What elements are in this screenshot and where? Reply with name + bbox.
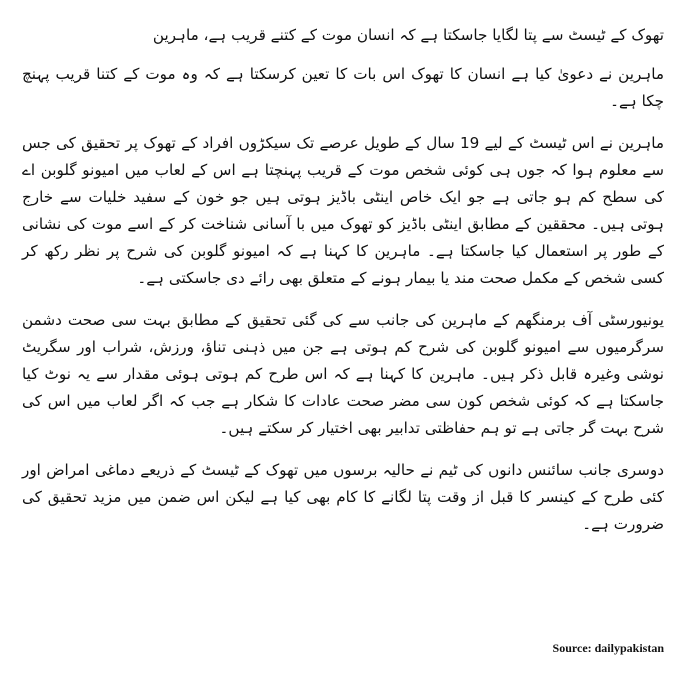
- article-paragraph-1: ماہرین نے دعویٰ کیا ہے انسان کا تھوک اس بات کا تعین کرسکتا ہے کہ وہ موت کے کتنا قریب پہنچ چکا ہے۔: [22, 65, 664, 110]
- source-credit: Source: dailypakistan: [552, 641, 664, 655]
- article-headline: تھوک کے ٹیسٹ سے پتا لگایا جاسکتا ہے کہ انسان موت کے کتنے قریب ہے، ماہرین: [152, 26, 664, 44]
- article-body: [22, 22, 664, 538]
- article-paragraph-2: ماہرین نے اس ٹیسٹ کے لیے 19 سال کے طویل عرصے تک سیکڑوں افراد کے تھوک پر تحقیق کی جس سے معلوم ہوا کہ جوں ہی کوئی شخص موت کے قریب پہنچتا ہے اس کے لعاب میں امیونو گلوبن اے کی سطح کم ہو جاتی ہے جو ایک خاص اینٹی باڈیز ہوتی ہیں جو خون کے سفید خلیات سے خارج ہوتی ہیں۔ محققین کے مطابق اینٹی باڈیز کو تھوک میں با آسانی شناخت کر کے اسے موت کی نشانی کے طور پر استعمال کیا جاسکتا ہے۔ ماہرین کا کہنا ہے کہ امیونو گلوبن کی شرح پر نظر رکھ کر کسی شخص کے مکمل صحت مند یا بیمار ہونے کے متعلق بھی رائے دی جاسکتی ہے۔: [22, 134, 665, 287]
- article-paragraph-4: دوسری جانب سائنس دانوں کی ٹیم نے حالیہ برسوں میں تھوک کے ٹیسٹ کے ذریعے دماغی امراض اور کئی طرح کے کینسر کا قبل از وقت پتا لگانے کا کام بھی کیا ہے لیکن اس ضمن میں مزید تحقیق کی ضرورت ہے۔: [22, 461, 664, 533]
- article-paragraph-3: یونیورسٹی آف برمنگھم کے ماہرین کی جانب سے کی گئی تحقیق کے مطابق بہت سی صحت دشمن سرگرمیوں سے امیونو گلوبن کی شرح کم ہوتی ہے جن میں ذہنی تناؤ، ورزش، شراب اور سگریٹ نوشی وغیرہ قابل ذکر ہیں۔ ماہرین کا کہنا ہے کہ اس طرح کم ہوتی ہوئی مقدار سے یہ نوٹ کیا جاسکتا ہے کہ کوئی شخص کون سی مضر صحت عادات کا شکار ہے جب کہ اگر لعاب میں اس کی شرح بہت گر جاتی ہے تو ہم حفاظتی تدابیر بھی اختیار کر سکتے ہیں۔: [22, 311, 664, 437]
